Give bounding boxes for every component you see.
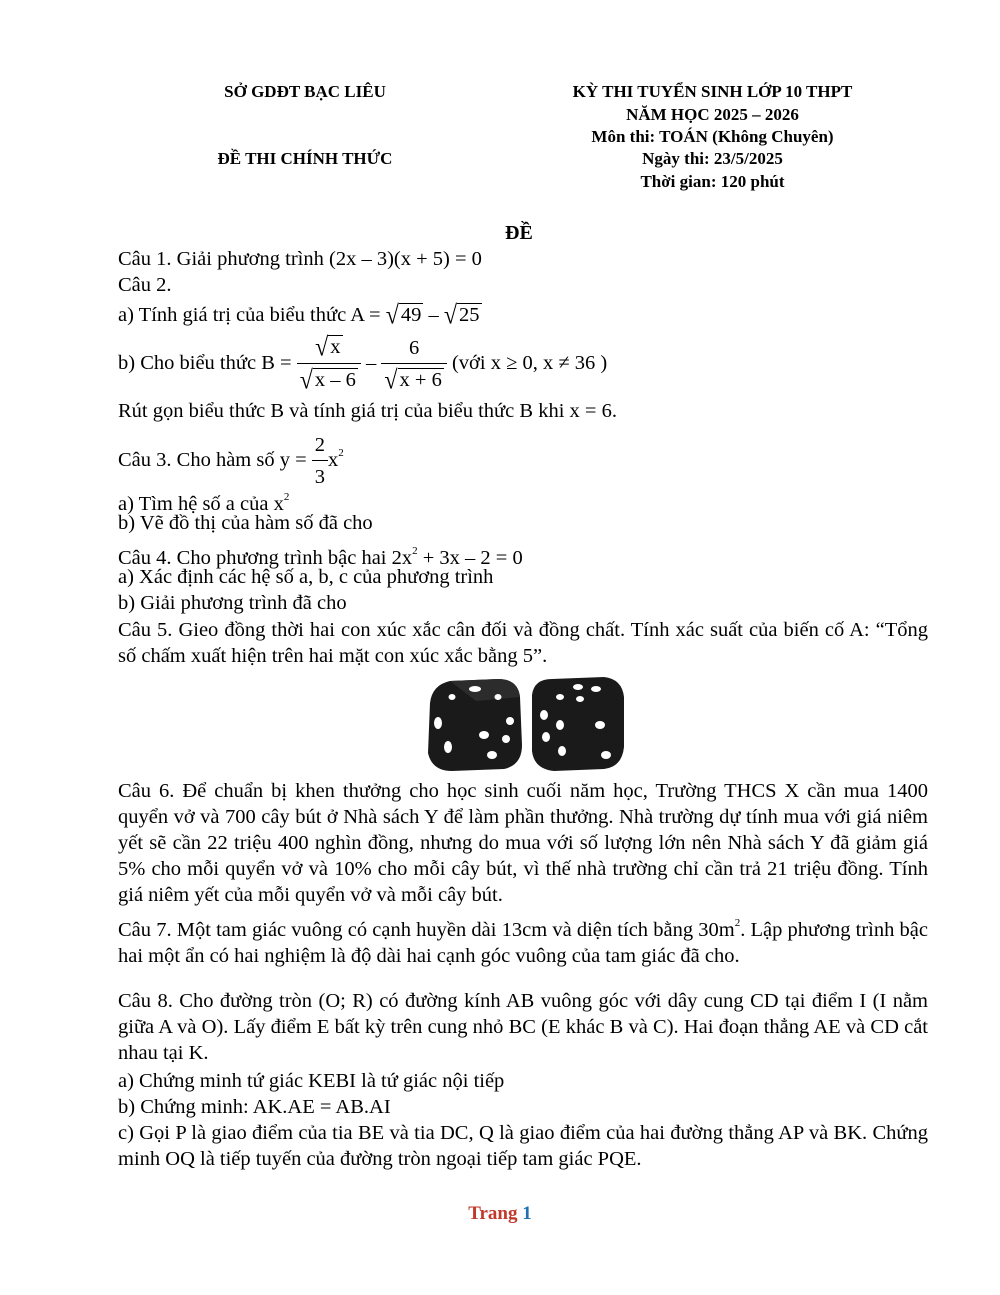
school-year: NĂM HỌC 2025 – 2026 xyxy=(626,105,799,124)
question-2b-task: Rút gọn biểu thức B và tính giá trị của biểu thức B khi x = 6. xyxy=(118,400,617,422)
expression-b xyxy=(261,333,608,396)
question-7-area: 30m xyxy=(698,919,735,941)
question-8c: c) Gọi P là giao điểm của tia BE và tia DC, Q là giao điểm của hai đường thẳng AP và BK. Chứng minh OQ là tiếp tuyến của đường tròn ngoại tiếp tam giác PQE. xyxy=(118,1122,928,1170)
question-4a: a) Xác định các hệ số a, b, c của phương trình xyxy=(118,566,494,588)
subject: Môn thi: TOÁN (Không Chuyên) xyxy=(591,127,834,146)
expr-b-condition: (với x ≥ 0, x ≠ 36 ) xyxy=(451,352,608,375)
function-expression xyxy=(279,433,344,488)
question-7-pre: Câu 7. Một tam giác vuông có cạnh huyền dài 13cm và diện tích bằng xyxy=(118,919,694,941)
question-7 xyxy=(118,910,928,969)
question-2-label: Câu 2. xyxy=(118,274,172,296)
dice-image xyxy=(420,675,630,775)
function-lhs: y = xyxy=(279,449,307,471)
function-exponent: 2 xyxy=(338,447,344,459)
question-6: Câu 6. Để chuẩn bị khen thưởng cho học sinh cuối năm học, Trường THCS X cần mua 1400 quyển vở và 700 cây bút ở Nhà sách Y để làm phần thưởng. Nhà trường dự tính mua với giá niêm yết sẽ cần 22 triệu 400 nghìn đồng, nhưng do mua với số lượng lớn nên Nhà sách Y đã giảm giá 5% cho mỗi quyển vở và 10% cho mỗi cây bút, vì thế nhà trường chỉ cần trả 21 triệu đồng. Tính giá niêm yết của mỗi quyển vở và mỗi cây bút. xyxy=(118,780,928,906)
question-3b: b) Vẽ đồ thị của hàm số đã cho xyxy=(118,512,373,534)
question-2b xyxy=(118,332,607,397)
question-3a-var: x xyxy=(273,493,284,515)
question-8: Câu 8. Cho đường tròn (O; R) có đường kính AB vuông góc với dây cung CD tại điểm I (I nằm giữa A và O). Lấy điểm E bất kỳ trên cung nhỏ BC (E khác B và C). Hai đoạn thẳng AE và CD cắt nhau tại K. xyxy=(118,990,928,1064)
expr-b-lhs: B = xyxy=(261,352,292,375)
exam-title: ĐỀ xyxy=(505,222,533,244)
sqrt-25-value: 25 xyxy=(459,304,480,326)
equation-term-a: 2x xyxy=(391,547,413,569)
question-2a xyxy=(118,302,482,329)
exam-name: KỲ THI TUYỂN SINH LỚP 10 THPT xyxy=(572,82,853,101)
die-left-icon xyxy=(428,679,522,771)
fraction-1: $\frac{√x}{√x - 6}$ xyxy=(297,332,361,397)
exam-duration: Thời gian: 120 phút xyxy=(640,172,785,191)
expr-a-minus: – xyxy=(428,304,439,326)
sqrt-49-value: 49 xyxy=(400,304,422,326)
expression-a xyxy=(350,301,481,331)
coefficient-fraction xyxy=(312,430,328,493)
page-word: Trang xyxy=(468,1203,518,1224)
question-7-post: . Lập phương trình bậc hai một ẩn có hai nghiệm là độ dài hai cạnh góc vuông của tam giác đã cho. xyxy=(118,919,929,967)
official-exam-label: ĐỀ THI CHÍNH THỨC xyxy=(217,149,393,168)
question-1: Câu 1. Giải phương trình (2x – 3)(x + 5) = 0 xyxy=(118,248,482,270)
department-name: SỞ GDĐT BẠC LIÊU xyxy=(224,82,386,101)
die-right-icon xyxy=(532,677,624,771)
exam-date: Ngày thi: 23/5/2025 xyxy=(642,149,783,168)
question-3a-exponent: 2 xyxy=(283,491,290,503)
question-8b: b) Chứng minh: AK.AE = AB.AI xyxy=(118,1096,391,1118)
sqrt-25: √25 xyxy=(443,301,480,331)
question-8a: a) Chứng minh tứ giác KEBI là tứ giác nội tiếp xyxy=(118,1070,505,1092)
page-number: 1 xyxy=(522,1203,532,1224)
question-3a-text: a) Tìm hệ số a của xyxy=(118,493,269,515)
question-5: Câu 5. Gieo đồng thời hai con xúc xắc cân đối và đồng chất. Tính xác suất của biến cố A: “Tổng số chấm xuất hiện trên hai mặt con xúc xắc bằng 5”. xyxy=(118,619,928,667)
equation-exponent: 2 xyxy=(412,545,418,557)
expr-b-minus: – xyxy=(366,352,377,375)
page-footer xyxy=(0,1203,1000,1225)
equation-rest: + 3x – 2 = 0 xyxy=(422,547,523,569)
fraction-2: $\frac{6}{√x + 6}$ xyxy=(381,333,446,397)
coefficient-numerator: 2 xyxy=(312,430,328,461)
fraction-1-denominator: x – 6 xyxy=(314,369,356,391)
fraction-2-denominator: x + 6 xyxy=(399,368,442,391)
fraction-2-numerator: 6 xyxy=(381,333,446,364)
question-3 xyxy=(118,422,344,493)
question-2a-text: a) Tính giá trị của biểu thức xyxy=(118,304,347,326)
expr-a-lhs: A = xyxy=(350,304,381,326)
sqrt-49: √49 xyxy=(385,301,422,331)
function-var: x xyxy=(328,449,339,471)
question-4b: b) Giải phương trình đã cho xyxy=(118,592,347,614)
fraction-1-numerator: x xyxy=(330,336,341,358)
question-2b-text: b) Cho biểu thức xyxy=(118,352,257,375)
question-3-text: Câu 3. Cho hàm số xyxy=(118,449,275,471)
question-4-text: Câu 4. Cho phương trình bậc hai xyxy=(118,547,387,569)
coefficient-denominator: 3 xyxy=(314,465,326,488)
question-7-area-exponent: 2 xyxy=(734,917,741,929)
